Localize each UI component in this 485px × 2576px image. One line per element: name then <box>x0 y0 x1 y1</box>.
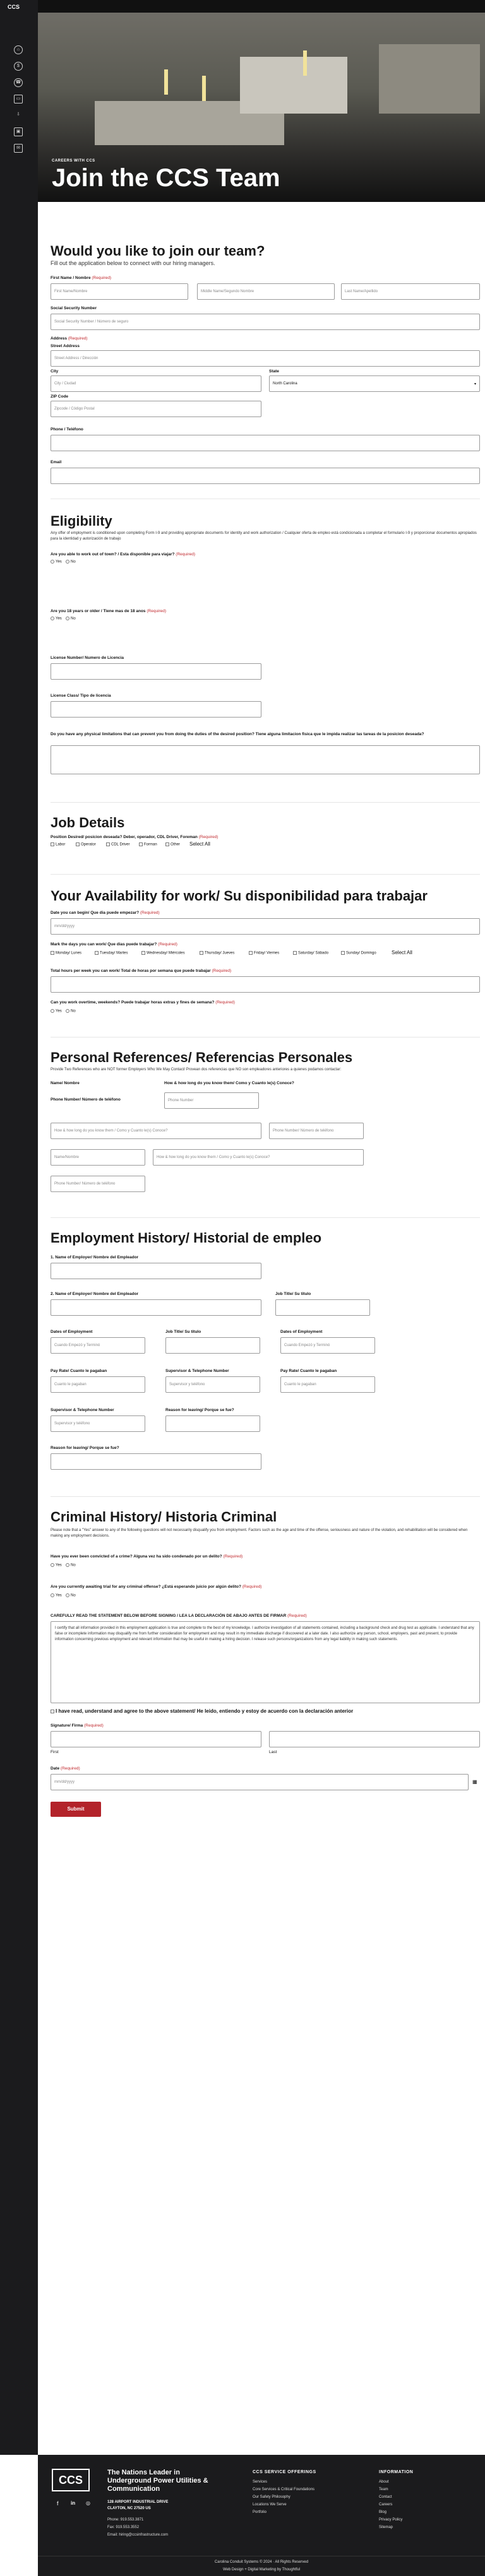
dates2-field[interactable]: Cuando Empezó y Terminó <box>280 1337 375 1354</box>
day-option[interactable]: Tuesday/ Martes <box>95 951 128 955</box>
mail-icon[interactable]: ✉ <box>14 144 23 153</box>
day-option[interactable]: Saturday/ Sábado <box>293 951 328 955</box>
footer-link[interactable]: Careers <box>379 2503 393 2507</box>
reason-label: Reason for leaving/ Porque se fue? <box>165 1408 234 1412</box>
hero-eyebrow: CAREERS WITH CCS <box>52 159 95 163</box>
travel-no-radio[interactable]: No <box>66 560 76 564</box>
agree-checkbox[interactable]: I have read, understand and agree to the above statement/ He leido, entiendo y estoy de acuerdo con la declaración anterior <box>51 1708 353 1714</box>
job-title2-label: Job Title/ Su titulo <box>165 1330 201 1334</box>
info-title: INFORMATION <box>379 2470 414 2474</box>
services-title: CCS SERVICE OFFERINGS <box>253 2470 316 2474</box>
license-field[interactable] <box>51 663 261 680</box>
street-field[interactable]: Street Address / Dirección <box>51 350 480 367</box>
download-icon[interactable]: ⇩ <box>16 112 20 117</box>
day-option[interactable]: Monday/ Lunes <box>51 951 81 955</box>
footer-link[interactable]: Team <box>379 2488 388 2491</box>
footer-tagline: The Nations Leader in Underground Power Utilities & Communication <box>107 2469 208 2493</box>
select-all-positions-button[interactable]: Select All <box>189 841 210 847</box>
license-label: License Number/ Numero de Licencia <box>51 656 124 660</box>
job-title2-field[interactable] <box>165 1337 260 1354</box>
ref1-know-field[interactable]: How & how long do you know them / Como y Cuanto le(s) Conoce? <box>51 1123 261 1139</box>
ssn-field[interactable]: Social Security Number / Número de seguro <box>51 314 480 330</box>
employer1-field[interactable] <box>51 1263 261 1279</box>
travel-yes-radio[interactable]: Yes <box>51 560 62 564</box>
footer-link[interactable]: Our Safety Philosophy <box>253 2495 290 2499</box>
date-field[interactable]: mm/dd/yyyy <box>51 1774 469 1790</box>
signature-first-field[interactable] <box>51 1731 261 1747</box>
top-bar <box>38 0 485 13</box>
credit[interactable]: Web Design + Digital Marketing by Thoughtful <box>222 2568 300 2572</box>
footer-bottom-bar <box>38 2556 485 2576</box>
position-option[interactable]: CDL Driver <box>106 842 129 847</box>
day-option[interactable]: Wednesday/ Miércoles <box>141 951 185 955</box>
dates-field[interactable]: Cuando Empezó y Terminó <box>51 1337 145 1354</box>
email-field[interactable] <box>51 468 480 484</box>
travel-question: Are you able to work out of town? / Esta disponible para viajar? (Required) <box>51 552 196 557</box>
state-label: State <box>269 369 279 374</box>
chevron-down-icon: ▾ <box>474 382 476 386</box>
street-label: Street Address <box>51 344 80 348</box>
supervisor-field[interactable]: Supervisor y teléfono <box>165 1376 260 1393</box>
statement-label: CAREFULLY READ THE STATEMENT BELOW BEFORE SIGNING / LEA LA DECLARACIÓN DE ABAJO ANTES DE FIRMAR (Required) <box>51 1614 307 1618</box>
overtime-no-radio[interactable]: No <box>66 1009 76 1013</box>
references-heading: Personal References/ Referencias Personales <box>51 1049 353 1065</box>
zip-field[interactable]: Zipcode / Código Postal <box>51 401 261 417</box>
footer-link[interactable]: Blog <box>379 2510 387 2514</box>
phone-field[interactable] <box>51 435 480 451</box>
date-label: Date (Required) <box>51 1766 80 1771</box>
license-class-label: License Class/ Tipo de licencia <box>51 694 111 698</box>
sidebar-logo[interactable]: CCS <box>8 4 20 10</box>
home-icon[interactable]: ⌂ <box>14 45 23 54</box>
footer-link[interactable]: Core Services & Critical Foundations <box>253 2488 315 2491</box>
first-name-label: First Name / Nombre (Required) <box>51 276 112 280</box>
reason2-label: Reason for leaving/ Porque se fue? <box>51 1446 119 1450</box>
footer-address1: 128 AIRPORT INDUSTRIAL DRIVE <box>107 2500 169 2504</box>
trial-no-radio[interactable]: No <box>66 1593 76 1598</box>
criminal-intro: Please note that a "Yes" answer to any of the following questions will not necessarily disqualify you from employment. Factors such as the age and time of the offense, seriousness and nature of the violation, and rehabilitation will be considered when making any employment decisions. <box>51 1528 468 1538</box>
first-name-field[interactable]: First Name/Nombre <box>51 283 188 300</box>
supervisor-label: Supervisor & Telephone Number <box>165 1369 229 1373</box>
conviction-yes-radio[interactable]: Yes <box>51 1563 62 1568</box>
linkedin-icon[interactable]: in <box>71 2500 76 2506</box>
supervisor2-field[interactable]: Supervisor y teléfono <box>51 1415 145 1432</box>
day-option[interactable]: Friday/ Viernes <box>249 951 279 955</box>
footer-phone[interactable]: Phone: 919.553.3871 <box>107 2518 144 2522</box>
phone-icon[interactable]: ☎ <box>14 78 23 87</box>
overtime-yes-radio[interactable]: Yes <box>51 1009 62 1013</box>
job-heading: Job Details <box>51 815 125 830</box>
ref2-know-field[interactable]: How & how long do you know them / Como y Cuanto le(s) Conoce? <box>153 1149 364 1166</box>
conviction-question: Have you ever been convicted of a crime? Alguna vez ha sido condenado por un delito? (Required) <box>51 1554 243 1559</box>
city-field[interactable]: City / Ciudad <box>51 375 261 392</box>
employer1-label: 1. Name of Employer/ Nombre del Empleador <box>51 1255 139 1260</box>
footer-address2: CLAYTON, NC 27520 US <box>107 2507 151 2510</box>
reason2-field[interactable] <box>51 1453 261 1470</box>
divider <box>51 1496 480 1497</box>
state-select[interactable]: North Carolina ▾ <box>269 375 480 392</box>
age-yes-radio[interactable]: Yes <box>51 617 62 621</box>
facebook-icon[interactable]: f <box>57 2500 59 2507</box>
criminal-heading: Criminal History/ Historia Criminal <box>51 1509 277 1525</box>
position-option[interactable]: Forman <box>139 842 157 847</box>
hours-label: Total hours per week you can work/ Total de horas por semana que puede trabajar (Required) <box>51 969 232 973</box>
eligibility-text: Any offer of employment is conditioned upon completing Form I-9 and providing appropriate documents for identity and work authorization / Cualquier oferta de empleo está condicionada a completar el formulario I-9 y proporcionar documentos apropiados para la identidad y autorización de trabajo <box>51 531 477 541</box>
address-label: Address (Required) <box>51 336 88 341</box>
footer-email[interactable]: Email: hiring@ccsinfrastructure.com <box>107 2533 169 2537</box>
pay-label: Pay Rate/ Cuanto le pagaban <box>51 1369 107 1373</box>
footer-link[interactable]: Privacy Policy <box>379 2518 403 2522</box>
footer-link[interactable]: About <box>379 2480 389 2484</box>
footer-fax: Fax: 919.553.3552 <box>107 2526 140 2529</box>
middle-name-field[interactable]: Middle Name/Segundo Nombre <box>197 283 335 300</box>
last-sublabel: Last <box>269 1750 277 1754</box>
supervisor2-label: Supervisor & Telephone Number <box>51 1408 114 1412</box>
day-option[interactable]: Sunday/ Domingo <box>341 951 376 955</box>
day-option[interactable]: Thursday/ Jueves <box>200 951 234 955</box>
trial-yes-radio[interactable]: Yes <box>51 1593 62 1598</box>
job-title-label: Job Title/ Su titulo <box>275 1292 311 1296</box>
start-date-field[interactable]: mm/dd/yyyy <box>51 918 480 935</box>
conviction-no-radio[interactable]: No <box>66 1563 76 1568</box>
form-subheading: Fill out the application below to connect with our hiring managers. <box>51 260 215 266</box>
divider <box>51 1217 480 1218</box>
dates-label: Dates of Employment <box>51 1330 93 1334</box>
last-name-field[interactable]: Last Name/Apellido <box>341 283 480 300</box>
position-option[interactable]: Labor <box>51 842 65 847</box>
hours-field[interactable] <box>51 976 480 993</box>
pay2-field[interactable]: Cuanto le pagaban <box>280 1376 375 1393</box>
position-option[interactable]: Other <box>165 842 180 847</box>
select-all-days-button[interactable]: Select All <box>392 950 412 955</box>
calendar-icon[interactable]: ▦ <box>472 1779 477 1785</box>
zip-label: ZIP Code <box>51 394 69 399</box>
footer-link[interactable]: Portfolio <box>253 2510 267 2514</box>
copyright: Carolina Conduit Systems © 2024 · All Rights Reserved <box>214 2560 309 2564</box>
trial-question: Are you currently awaiting trial for any criminal offense? ¿Está esperando juicio por algún delito? (Required) <box>51 1585 262 1589</box>
limitations-label: Do you have any physical limitations that can prevent you from doing the duties of the desired position? Tiene alguna limitacion fisica que le impida realizar las tareas de la posicion deseada? <box>51 732 424 736</box>
ref-name-label: Name/ Nombre <box>51 1081 80 1085</box>
footer-link[interactable]: Contact <box>379 2495 392 2499</box>
reason-field[interactable] <box>165 1415 260 1432</box>
position-label: Position Desired/ posicion deseada? Deber, operador, CDL Driver, Foreman (Required) <box>51 835 219 839</box>
ssn-label: Social Security Number <box>51 306 97 310</box>
divider <box>51 874 480 875</box>
city-label: City <box>51 369 59 374</box>
inbox-icon[interactable]: ▭ <box>14 95 23 103</box>
phone-label: Phone / Teléfono <box>51 427 83 432</box>
briefcase-icon[interactable]: ▣ <box>14 127 23 136</box>
sidebar <box>0 0 38 2455</box>
limitations-textarea[interactable] <box>51 745 480 774</box>
statement-box: I certify that all information provided in this employment application is true and complete to the best of my knowledge. I authorize investigation of all statements contained, including a background check and drug test as applicable. I understand that any false or incomplete information may disqualify me from further consideration for employment and may result in my immediate discharge if discovered at a later date. I also authorize any person, school, employers, past and present, to provide information concerning previous employment and relevant information that may be useful in making a hiring decision. I release such persons/organizations from any legal liability in making such statements. <box>51 1621 480 1703</box>
employment-heading: Employment History/ Historial de empleo <box>51 1230 322 1246</box>
site-footer <box>38 2455 485 2576</box>
employer2-field[interactable] <box>51 1299 261 1316</box>
dates2-label: Dates of Employment <box>280 1330 323 1334</box>
age-no-radio[interactable]: No <box>66 617 76 621</box>
page-title: Join the CCS Team <box>52 164 280 192</box>
ref1-phone-field[interactable]: Phone Number <box>164 1092 259 1109</box>
overtime-label: Can you work overtime, weekends? Puede trabajar horas extras y fines de semana? (Required) <box>51 1000 235 1005</box>
pay2-label: Pay Rate/ Cuanto le pagaban <box>280 1369 337 1373</box>
ref2-name-field[interactable]: Name/Nombre <box>51 1149 145 1166</box>
divider <box>51 802 480 803</box>
employer2-label: 2. Name of Employer/ Nombre del Empleador <box>51 1292 139 1296</box>
instagram-icon[interactable]: ◎ <box>86 2500 90 2506</box>
license-class-field[interactable] <box>51 701 261 718</box>
age-question: Are you 18 years or older / Tiene mas de 18 anos (Required) <box>51 609 167 613</box>
start-date-label: Date you can begin/ Que dia puede empezar? (Required) <box>51 911 160 915</box>
first-sublabel: First <box>51 1750 59 1754</box>
days-label: Mark the days you can work/ Que dias puede trabajar? (Required) <box>51 942 177 947</box>
ref-phone-label: Phone Number/ Número de teléfono <box>51 1097 121 1102</box>
pay-field[interactable]: Cuanto le pagaban <box>51 1376 145 1393</box>
references-text: Provide Two References who are NOT former Employers Who We May Contact/ Provean dos referencias que NO son empleadores anteriores a quienes podamos contactar: <box>51 1068 342 1072</box>
availability-heading: Your Availability for work/ Su disponibilidad para trabajar <box>51 888 428 904</box>
form-heading: Would you like to join our team? <box>51 243 265 259</box>
signature-label: Signature/ Firma (Required) <box>51 1723 104 1728</box>
submit-button[interactable]: Submit <box>51 1802 101 1817</box>
signature-last-field[interactable] <box>269 1731 480 1747</box>
dollar-icon[interactable]: $ <box>14 62 23 71</box>
hero-banner <box>38 13 485 202</box>
position-option[interactable]: Operator <box>76 842 96 847</box>
footer-link[interactable]: Locations We Serve <box>253 2503 287 2507</box>
job-title-field[interactable] <box>275 1299 370 1316</box>
email-label: Email <box>51 460 62 464</box>
footer-logo[interactable]: CCS <box>52 2469 90 2491</box>
ref-know-label: How & how long do you know them/ Como y Cuanto le(s) Conoce? <box>164 1081 294 1085</box>
ref1-phone2-field[interactable]: Phone Number/ Número de teléfono <box>269 1123 364 1139</box>
eligibility-heading: Eligibility <box>51 513 112 529</box>
footer-link[interactable]: Sitemap <box>379 2526 393 2529</box>
footer-link[interactable]: Services <box>253 2480 268 2484</box>
ref2-phone-field[interactable]: Phone Number/ Número de teléfono <box>51 1176 145 1192</box>
